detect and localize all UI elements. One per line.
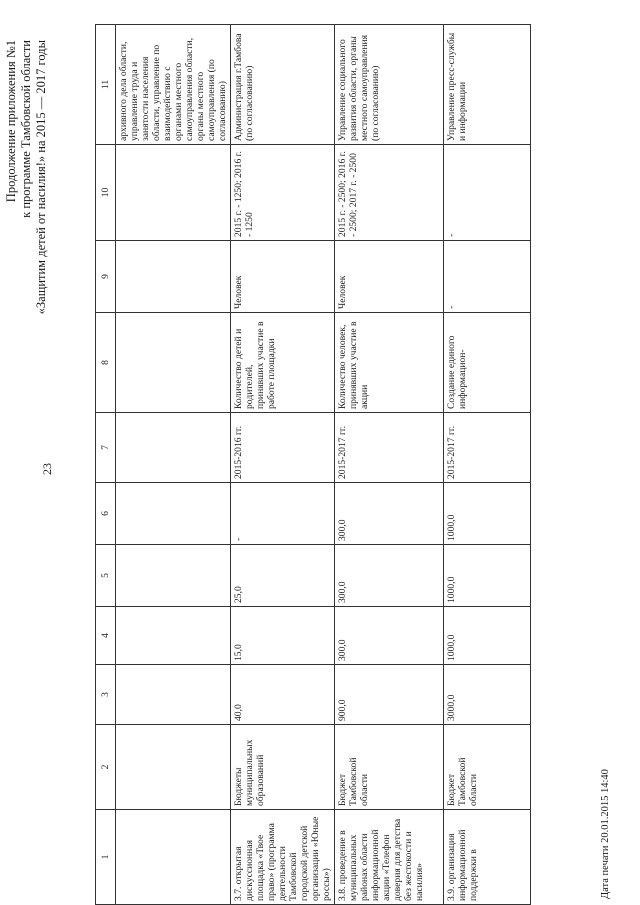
table-row [231, 25, 335, 905]
column-header: 4 [96, 607, 116, 665]
table-cell: Бюджеты муниципальных образований [231, 725, 335, 810]
table-cell: - [444, 241, 531, 313]
table-cell: 1000,0 [444, 607, 531, 665]
table-cell [116, 725, 231, 810]
table-cell [116, 145, 231, 241]
table-cell: - [231, 483, 335, 545]
table-cell: 2015-2017 гг. [444, 413, 531, 483]
table-cell: Количество детей и родителей, принявших участие в работе площадки [231, 313, 335, 413]
table-cell: 40,0 [231, 665, 335, 725]
table-row [116, 25, 231, 905]
table-cell: 2015-2016 гг. [231, 413, 335, 483]
column-header: 10 [96, 145, 116, 241]
table-cell: 900,0 [335, 665, 444, 725]
header-line-3: «Защитим детей от насилия!» на 2015 — 2017 годы [34, 40, 48, 315]
table-cell: 3.9. организация информационной поддержки в [444, 810, 531, 905]
table-header-row [96, 25, 116, 905]
print-date: Дата печати 20.01.2015 14:40 [600, 769, 611, 899]
table-row [335, 25, 444, 905]
column-header: 9 [96, 241, 116, 313]
column-header: 1 [96, 810, 116, 905]
table-cell [116, 313, 231, 413]
program-table [95, 24, 531, 905]
table-cell: архивного дела области, управление труда и занятости населения области, управление по взаимодействию с органами местного самоуправления области, органы местного самоуправления (по согласованию) [116, 25, 231, 145]
table-cell: 3.7. открытая дискуссионная площадка «Твое право» (программа деятельности Тамбовской городской детской организации «Юные россы») [231, 810, 335, 905]
table-cell [116, 545, 231, 607]
table-cell: Бюджет Тамбовской области [444, 725, 531, 810]
column-header: 2 [96, 725, 116, 810]
table-cell: Управление социального развития области, органы местного самоуправления (по согласованию) [335, 25, 444, 145]
table-cell [116, 810, 231, 905]
table-cell [116, 483, 231, 545]
table-cell [116, 607, 231, 665]
column-header: 3 [96, 665, 116, 725]
column-header: 6 [96, 483, 116, 545]
table-cell: Управление пресс-службы и информации [444, 25, 531, 145]
table-cell: 25,0 [231, 545, 335, 607]
table-cell: 300,0 [335, 545, 444, 607]
column-header: 7 [96, 413, 116, 483]
table-cell: 15,0 [231, 607, 335, 665]
column-header: 5 [96, 545, 116, 607]
table-cell [116, 413, 231, 483]
table-cell [116, 241, 231, 313]
table-cell: 1000,0 [444, 483, 531, 545]
table-row [444, 25, 531, 905]
table-cell: Бюджет Тамбовской области [335, 725, 444, 810]
table-cell: 2015 г. - 2500; 2016 г. - 2500; 2017 г. - 2500 [335, 145, 444, 241]
table-cell: 3000,0 [444, 665, 531, 725]
page-number: 23 [40, 463, 54, 475]
table-cell: 300,0 [335, 607, 444, 665]
table-cell: Создание единого информацион- [444, 313, 531, 413]
column-header: 8 [96, 313, 116, 413]
header-line-2: к программе Тамбовской области [19, 40, 33, 218]
table-cell: 2015-2017 гг. [335, 413, 444, 483]
table-cell: Человек [335, 241, 444, 313]
table-cell [116, 665, 231, 725]
table-cell: Количество человек, принявших участие в акции [335, 313, 444, 413]
column-header: 11 [96, 25, 116, 145]
table-cell: 3.8. проведение в муниципальных районах области информационной акции «Телефон доверия для детства без жестокости и насилия» [335, 810, 444, 905]
table-cell: 1000,0 [444, 545, 531, 607]
table-cell: Человек [231, 241, 335, 313]
table-cell: Администрация г.Тамбова (по согласованию) [231, 25, 335, 145]
header-line-1: Продолжение приложения №1 [4, 40, 18, 203]
table-cell: - [444, 145, 531, 241]
table-cell: 2015 г. - 1250; 2016 г. - 1250 [231, 145, 335, 241]
table-cell: 300,0 [335, 483, 444, 545]
